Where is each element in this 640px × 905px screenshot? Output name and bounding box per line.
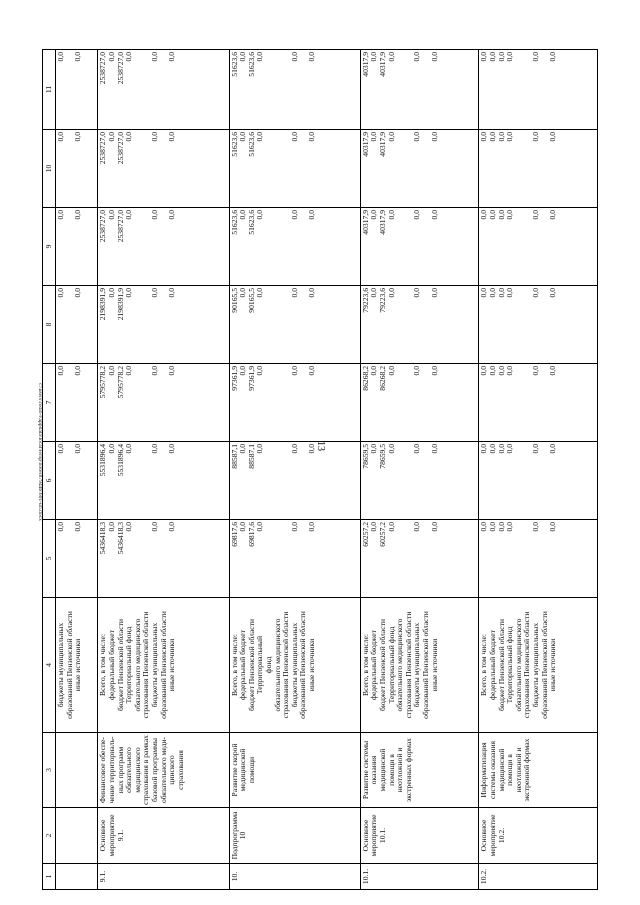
funding-value: 69817,6 (229, 522, 239, 547)
funding-source-label: Всего, в том числе: (479, 634, 489, 696)
funding-value: 0,0 (124, 288, 134, 298)
funding-value: 0,0 (238, 132, 248, 142)
funding-value: 0,0 (496, 444, 506, 454)
funding-value: 0,0 (238, 522, 248, 532)
funding-value: 0,0 (429, 522, 439, 532)
funding-value: 90165,5 (229, 288, 239, 313)
item-number: 10.1. (360, 864, 479, 890)
funding-source-label: бюджеты муниципальных (56, 622, 65, 708)
column-header-8: 8 (43, 286, 56, 364)
funding-value: 2538727,0 (115, 132, 125, 165)
funding-value: 0,0 (505, 210, 515, 220)
year-value-column-11 (229, 50, 360, 130)
funding-value: 0,0 (429, 366, 439, 376)
item-description: Развитие скорой медицинской помощи (229, 733, 360, 808)
funding-value: 0,0 (73, 52, 83, 62)
funding-source-label: Территориальный фонд (505, 626, 515, 704)
funding-value: 90165,5 (246, 288, 256, 313)
column-header-5: 5 (43, 520, 56, 598)
year-value-column-8 (360, 286, 479, 364)
funding-value: 0,0 (386, 210, 396, 220)
funding-value: 0,0 (369, 444, 379, 454)
funding-value: 97361,9 (246, 366, 256, 391)
funding-value: 0,0 (238, 366, 248, 376)
year-value-column-7 (360, 364, 479, 442)
funding-value: 5436418,3 (98, 522, 108, 555)
funding-value: 0,0 (107, 366, 117, 376)
funding-value: 2538727,0 (98, 52, 108, 85)
funding-value: 0,0 (167, 444, 177, 454)
year-value-column-10 (479, 130, 598, 208)
year-value-column-8 (56, 286, 98, 364)
funding-value: 0,0 (150, 210, 160, 220)
funding-value: 51623,6 (246, 210, 256, 235)
funding-value: 0,0 (548, 52, 558, 62)
funding-value: 0,0 (496, 366, 506, 376)
funding-value: 40317,9 (360, 210, 370, 235)
funding-value: 2198391,9 (115, 288, 125, 321)
funding-value: 51623,6 (246, 52, 256, 77)
funding-value: 40317,9 (360, 52, 370, 77)
funding-source-label: бюджет Пензенской области (246, 619, 256, 711)
table-row (360, 50, 479, 890)
year-value-column-11 (360, 50, 479, 130)
funding-value: 0,0 (496, 210, 506, 220)
column-header-10: 10 (43, 130, 56, 208)
funding-source-label: бюджет Пензенской области (115, 619, 125, 711)
funding-value: 51623,6 (246, 132, 256, 157)
funding-value: 0,0 (56, 132, 65, 142)
funding-value: 0,0 (150, 522, 160, 532)
funding-value: 0,0 (479, 52, 489, 62)
funding-value: 0,0 (238, 210, 248, 220)
funding-value: 0,0 (548, 444, 558, 454)
funding-value: 0,0 (124, 366, 134, 376)
funding-value: 40317,9 (378, 52, 388, 77)
funding-value: 51623,6 (229, 52, 239, 77)
year-value-column-6 (479, 442, 598, 520)
funding-value: 0,0 (386, 444, 396, 454)
year-value-column-11 (479, 50, 598, 130)
funding-value: 0,0 (386, 52, 396, 62)
funding-value: 0,0 (548, 288, 558, 298)
year-value-column-5 (360, 520, 479, 598)
funding-value: 0,0 (289, 52, 299, 62)
funding-value: 0,0 (56, 210, 65, 220)
funding-value: 40317,9 (378, 132, 388, 157)
funding-value: 0,0 (167, 52, 177, 62)
funding-source-label: обязательного медицинского (513, 618, 523, 712)
year-value-column-10 (360, 130, 479, 208)
page-number: 13 (315, 441, 326, 451)
year-value-column-10 (98, 130, 229, 208)
funding-value: 0,0 (429, 132, 439, 142)
year-value-column-9 (98, 208, 229, 286)
column-header-3: 3 (43, 733, 56, 808)
year-value-column-10 (56, 130, 98, 208)
funding-value: 0,0 (73, 210, 83, 220)
funding-value: 0,0 (488, 52, 498, 62)
column-header-6: 6 (43, 442, 56, 520)
funding-value: 0,0 (369, 366, 379, 376)
funding-source-label: федеральный бюджет (369, 630, 379, 700)
funding-value: 0,0 (548, 132, 558, 142)
funding-value: 0,0 (488, 522, 498, 532)
funding-value: 0,0 (429, 52, 439, 62)
funding-value: 0,0 (496, 132, 506, 142)
year-value-column-9 (56, 208, 98, 286)
funding-source-label: бюджеты муниципальных (412, 622, 422, 708)
funding-source-label: бюджет Пензенской области (378, 619, 388, 711)
funding-source-label: иные источники (73, 638, 83, 692)
funding-value: 0,0 (369, 522, 379, 532)
item-number: 10.2. (479, 864, 598, 890)
funding-value: 0,0 (307, 210, 317, 220)
funding-value: 0,0 (150, 132, 160, 142)
year-value-column-8 (479, 286, 598, 364)
funding-value: 0,0 (73, 366, 83, 376)
year-value-column-9 (360, 208, 479, 286)
funding-source-label: обязательного медицинского (272, 618, 282, 712)
funding-source-label: Территориальный фонд (386, 626, 396, 704)
funding-value: 60257,2 (360, 522, 370, 547)
funding-value: 0,0 (289, 366, 299, 376)
funding-source-label: федеральный бюджет (238, 630, 248, 700)
funding-source-label: обязательного медицинского (132, 618, 142, 712)
funding-value: 0,0 (505, 132, 515, 142)
funding-value: 0,0 (289, 444, 299, 454)
table-row (56, 50, 98, 890)
item-number: 10. (229, 864, 360, 890)
year-value-column-11 (56, 50, 98, 130)
funding-value: 0,0 (412, 444, 422, 454)
funding-value: 78659,5 (378, 444, 388, 469)
item-description: Информатизация системы оказания медицинской помощи в неотложной и экстренной формах (479, 733, 598, 808)
funding-value: 88587,1 (229, 444, 239, 469)
column-header-4: 4 (43, 598, 56, 733)
funding-value: 0,0 (73, 288, 83, 298)
funding-value: 0,0 (488, 132, 498, 142)
funding-value: 0,0 (479, 444, 489, 454)
year-value-column-7 (229, 364, 360, 442)
funding-source-label: образований Пензенской области (158, 611, 168, 719)
funding-value: 60257,2 (378, 522, 388, 547)
funding-value: 0,0 (238, 444, 248, 454)
item-number (56, 864, 98, 890)
year-value-column-5 (479, 520, 598, 598)
funding-value: 0,0 (124, 132, 134, 142)
funding-value: 2538727,0 (98, 132, 108, 165)
funding-value: 0,0 (167, 288, 177, 298)
funding-source-label: бюджеты муниципальных (289, 622, 299, 708)
funding-source-label: страхования Пензенской области (281, 611, 291, 719)
funding-value: 0,0 (289, 522, 299, 532)
funding-value: 0,0 (255, 132, 265, 142)
funding-value: 78659,5 (360, 444, 370, 469)
funding-value: 0,0 (412, 132, 422, 142)
year-value-column-7 (479, 364, 598, 442)
funding-source-label: иные источники (167, 638, 177, 692)
funding-value: 0,0 (107, 288, 117, 298)
funding-value: 5531896,4 (115, 444, 125, 477)
funding-value: 0,0 (255, 444, 265, 454)
funding-value: 0,0 (73, 522, 83, 532)
funding-value: 0,0 (238, 52, 248, 62)
funding-value: 0,0 (496, 522, 506, 532)
funding-value: 0,0 (429, 210, 439, 220)
funding-value: 0,0 (429, 288, 439, 298)
funding-sources-cell (360, 598, 479, 733)
funding-value: 0,0 (412, 366, 422, 376)
funding-value: 0,0 (412, 288, 422, 298)
funding-value: 0,0 (150, 444, 160, 454)
funding-value: 0,0 (505, 444, 515, 454)
funding-value: 0,0 (255, 210, 265, 220)
funding-value: 0,0 (124, 522, 134, 532)
funding-source-label: обязательного медицинского (395, 618, 405, 712)
table-row (98, 50, 229, 890)
funding-value: 5436418,3 (115, 522, 125, 555)
funding-value: 0,0 (124, 444, 134, 454)
funding-value: 2538727,0 (115, 52, 125, 85)
table-row (229, 50, 360, 890)
funding-value: 0,0 (505, 366, 515, 376)
funding-value: 0,0 (505, 522, 515, 532)
funding-source-label: страхования Пензенской области (522, 611, 532, 719)
funding-source-label: Всего, в том числе: (360, 634, 370, 696)
funding-value: 0,0 (255, 366, 265, 376)
funding-value: 0,0 (307, 288, 317, 298)
funding-value: 0,0 (479, 522, 489, 532)
funding-value: 0,0 (289, 210, 299, 220)
funding-value: 0,0 (238, 288, 248, 298)
funding-value: 0,0 (531, 366, 540, 376)
funding-value: 0,0 (124, 52, 134, 62)
funding-source-label: бюджеты муниципальных (150, 622, 160, 708)
funding-value: 0,0 (255, 288, 265, 298)
funding-source-label: образований Пензенской области (539, 611, 549, 719)
column-header-2: 2 (43, 808, 56, 864)
table-body (56, 50, 598, 890)
file-path-footer: c:\users\rodin-l\appdata\local\temp\notes87944b\601-un.docx (37, 383, 43, 521)
funding-source-label: Территориальный (255, 635, 265, 695)
funding-value: 0,0 (56, 444, 65, 454)
funding-sources-cell (98, 598, 229, 733)
funding-value: 0,0 (386, 288, 396, 298)
funding-value: 40317,9 (378, 210, 388, 235)
funding-value: 0,0 (531, 210, 540, 220)
funding-value: 0,0 (479, 366, 489, 376)
funding-value: 0,0 (369, 210, 379, 220)
funding-value: 0,0 (150, 52, 160, 62)
funding-value: 51623,6 (229, 210, 239, 235)
year-value-column-6 (360, 442, 479, 520)
year-value-column-5 (229, 520, 360, 598)
funding-value: 0,0 (412, 210, 422, 220)
funding-value: 0,0 (124, 210, 134, 220)
funding-value: 0,0 (107, 210, 117, 220)
funding-value: 86268,2 (360, 366, 370, 391)
funding-sources-cell (229, 598, 360, 733)
header-row (43, 50, 56, 890)
funding-value: 0,0 (307, 444, 317, 454)
funding-source-label: страхования Пензенской области (403, 611, 413, 719)
funding-value: 0,0 (73, 132, 83, 142)
funding-source-label: страхования Пензенской области (141, 611, 151, 719)
funding-value: 69817,6 (246, 522, 256, 547)
funding-value: 0,0 (479, 210, 489, 220)
table-row (479, 50, 598, 890)
year-value-column-10 (229, 130, 360, 208)
year-value-column-11 (98, 50, 229, 130)
funding-source-label: фонд (264, 656, 274, 674)
funding-value: 5531896,4 (98, 444, 108, 477)
year-value-column-7 (98, 364, 229, 442)
year-value-column-7 (56, 364, 98, 442)
funding-value: 0,0 (505, 288, 515, 298)
item-name: Основное мероприятие 10.1. (360, 808, 479, 864)
funding-source-label: Всего, в том числе: (98, 634, 108, 696)
funding-value: 0,0 (488, 210, 498, 220)
funding-value: 0,0 (496, 52, 506, 62)
funding-value: 86268,2 (378, 366, 388, 391)
item-name: Основное мероприятие 10.2. (479, 808, 598, 864)
item-description (56, 733, 98, 808)
item-number: 9.1. (98, 864, 229, 890)
funding-value: 0,0 (167, 132, 177, 142)
funding-value: 0,0 (488, 444, 498, 454)
funding-value: 51623,6 (229, 132, 239, 157)
funding-value: 0,0 (307, 522, 317, 532)
funding-sources-cell (56, 598, 98, 733)
funding-value: 0,0 (167, 366, 177, 376)
funding-value: 2538727,0 (98, 210, 108, 243)
item-description: Финансовое обеспе-чение территориаль-ных программ обязательного медицинского страхования в рамках базовой программы обязательного меди-цинского страхования (98, 733, 229, 808)
funding-value: 0,0 (548, 522, 558, 532)
column-header-7: 7 (43, 364, 56, 442)
funding-value: 88587,1 (246, 444, 256, 469)
column-header-11: 11 (43, 50, 56, 130)
year-value-column-6 (98, 442, 229, 520)
funding-value: 0,0 (107, 444, 117, 454)
funding-source-label: иные источники (307, 638, 316, 692)
funding-value: 0,0 (56, 52, 65, 62)
funding-value: 5795778,2 (115, 366, 125, 399)
year-value-column-6 (229, 442, 360, 520)
rotated-table-wrapper (42, 50, 598, 890)
funding-source-label: федеральный бюджет (107, 630, 117, 700)
funding-value: 0,0 (488, 366, 498, 376)
funding-value: 0,0 (369, 288, 379, 298)
funding-source-label: образований Пензенской области (421, 611, 431, 719)
year-value-column-6 (56, 442, 98, 520)
funding-value: 0,0 (107, 522, 117, 532)
funding-value: 0,0 (307, 132, 317, 142)
funding-value: 0,0 (307, 52, 317, 62)
column-header-9: 9 (43, 208, 56, 286)
year-value-column-8 (229, 286, 360, 364)
funding-value: 0,0 (167, 210, 177, 220)
funding-value: 0,0 (150, 366, 160, 376)
funding-value: 0,0 (505, 52, 515, 62)
item-description: Развитие системы оказания медицинской помощи в неотложной и экстренных формах (360, 733, 479, 808)
funding-value: 0,0 (255, 52, 265, 62)
funding-value: 2198391,9 (98, 288, 108, 321)
column-header-1: 1 (43, 864, 56, 890)
funding-value: 0,0 (167, 522, 177, 532)
funding-source-label: Всего, в том числе: (229, 634, 239, 696)
funding-value: 79223,6 (378, 288, 388, 313)
funding-value: 0,0 (307, 366, 317, 376)
funding-value: 0,0 (107, 52, 117, 62)
funding-source-label: образований Пензенской области (298, 611, 308, 719)
funding-value: 97361,9 (229, 366, 239, 391)
funding-source-label: бюджет Пензенской области (496, 619, 506, 711)
funding-source-label: иные источники (429, 638, 439, 692)
funding-source-label: Территориальный фонд (124, 626, 134, 704)
funding-source-label: образований Пензенской области (64, 611, 74, 719)
funding-value: 0,0 (150, 288, 160, 298)
year-value-column-9 (479, 208, 598, 286)
item-name (56, 808, 98, 864)
funding-value: 0,0 (531, 52, 540, 62)
funding-value: 0,0 (531, 444, 540, 454)
funding-value: 0,0 (412, 52, 422, 62)
funding-value: 0,0 (289, 132, 299, 142)
funding-value: 79223,6 (360, 288, 370, 313)
year-value-column-9 (229, 208, 360, 286)
funding-value: 0,0 (429, 444, 439, 454)
year-value-column-5 (98, 520, 229, 598)
funding-value: 0,0 (56, 522, 65, 532)
funding-value: 0,0 (369, 132, 379, 142)
item-name: Подпрограмма 10 (229, 808, 360, 864)
funding-value: 40317,9 (360, 132, 370, 157)
funding-value: 0,0 (479, 132, 489, 142)
funding-value: 0,0 (289, 288, 299, 298)
funding-source-label: иные источники (548, 638, 558, 692)
funding-value: 0,0 (496, 288, 506, 298)
funding-value: 0,0 (479, 288, 489, 298)
funding-value: 0,0 (531, 288, 540, 298)
funding-value: 0,0 (488, 288, 498, 298)
item-name: Основное мероприятие 9.1. (98, 808, 229, 864)
funding-value: 0,0 (548, 210, 558, 220)
funding-value: 0,0 (386, 366, 396, 376)
funding-value: 0,0 (412, 522, 422, 532)
funding-sources-cell (479, 598, 598, 733)
funding-value: 0,0 (531, 522, 540, 532)
funding-value: 0,0 (531, 132, 540, 142)
funding-value: 0,0 (56, 288, 65, 298)
year-value-column-8 (98, 286, 229, 364)
funding-source-label: федеральный бюджет (488, 630, 498, 700)
funding-value: 0,0 (56, 366, 65, 376)
funding-source-label: бюджеты муниципальных (530, 622, 540, 708)
funding-value: 0,0 (386, 132, 396, 142)
year-value-column-5 (56, 520, 98, 598)
funding-value: 0,0 (548, 366, 558, 376)
funding-value: 0,0 (369, 52, 379, 62)
funding-value: 0,0 (386, 522, 396, 532)
funding-value: 0,0 (255, 522, 265, 532)
funding-value: 0,0 (107, 132, 117, 142)
budget-table (42, 49, 598, 890)
funding-value: 0,0 (73, 444, 83, 454)
funding-value: 2538727,0 (115, 210, 125, 243)
funding-value: 5795778,2 (98, 366, 108, 399)
